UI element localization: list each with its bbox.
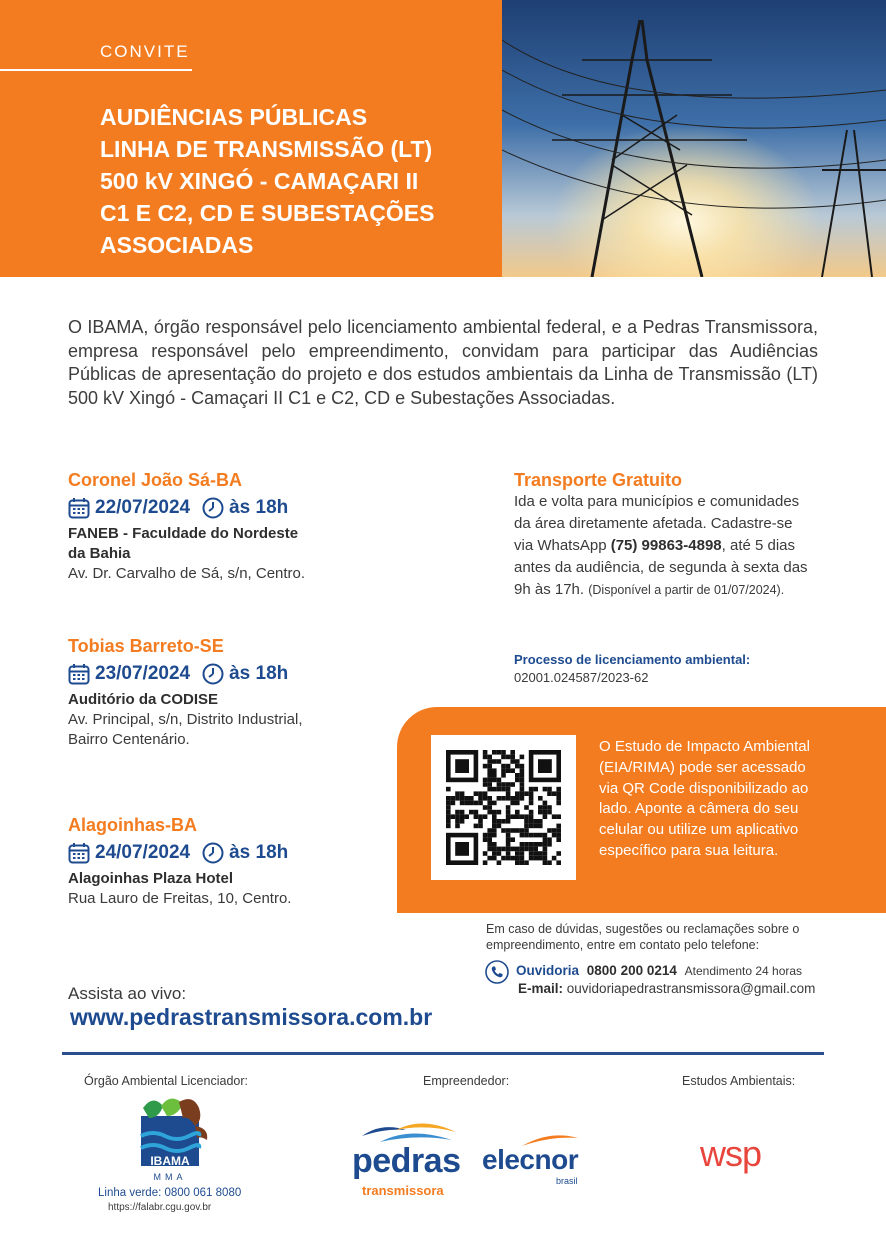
transport-text [514, 491, 814, 601]
divider [62, 1052, 824, 1055]
event-date: 22/07/2024 [95, 497, 191, 518]
qr-code-graphic [431, 735, 576, 880]
event-venue: FANEB - Faculdade do Nordeste [68, 525, 299, 542]
event-venue: Alagoinhas Plaza Hotel [68, 870, 234, 887]
kicker-underline [0, 69, 192, 71]
ibama-logo [133, 1096, 215, 1184]
clock-icon [202, 497, 224, 519]
transport-title: Transporte Gratuito [514, 470, 683, 490]
calendar-icon [68, 497, 90, 519]
pedras-logo-sub: transmissora [362, 1183, 444, 1198]
invite-kicker: CONVITE [100, 42, 190, 61]
clock-icon [202, 663, 224, 685]
title-line: C1 E C2, CD E SUBESTAÇÕES [100, 200, 435, 226]
ouvidoria-row [516, 963, 802, 978]
phone-icon [485, 960, 509, 984]
event-city: Tobias Barreto-SE [68, 636, 224, 656]
event-time: às 18h [229, 663, 289, 684]
event-address: Bairro Centenário. [68, 731, 190, 748]
event-address: Av. Principal, s/n, Distrito Industrial, [68, 711, 303, 728]
attendance-hours: Atendimento 24 horas [684, 964, 803, 978]
whatsapp-phone[interactable]: (75) 99863-4898 [610, 537, 722, 554]
event-datetime [68, 663, 368, 685]
event-date: 24/07/2024 [95, 842, 191, 863]
transmission-tower-photo [502, 0, 886, 277]
event-city: Alagoinhas-BA [68, 815, 198, 835]
ouvidoria-label: Ouvidoria [516, 963, 580, 978]
mma-logo-text: MMA [153, 1172, 187, 1182]
event-address: Rua Lauro de Freitas, 10, Centro. [68, 890, 292, 907]
event-date: 23/07/2024 [95, 663, 191, 684]
process-label: Processo de licenciamento ambiental: [514, 652, 751, 667]
transport-note: (Disponível a partir de 01/07/2024). [588, 583, 785, 597]
transport-text-after: , até 5 dias antes da audiência, de segunda à sexta das 9h às 17h. [514, 537, 808, 598]
ouvidoria-phone[interactable]: 0800 200 0214 [586, 963, 677, 978]
event-city: Coronel João Sá-BA [68, 470, 243, 490]
calendar-icon [68, 842, 90, 864]
live-url-link[interactable]: www.pedrastransmissora.com.br [70, 1004, 433, 1030]
studies-label: Estudos Ambientais: [682, 1074, 796, 1088]
calendar-icon [68, 663, 90, 685]
event-card [68, 815, 368, 909]
event-datetime [68, 842, 368, 864]
qr-instructions: O Estudo de Impacto Ambiental (EIA/RIMA) pode ser acessado via QR Code disponibilizado ao lado. Aponte a câmera do seu celular ou utilize um aplicativo específico para sua leitura. [599, 738, 810, 859]
transport-text-before: Ida e volta para municípios e comunidades da área diretamente afetada. Cadastre-se via WhatsApp [514, 493, 800, 554]
event-venue: da Bahia [68, 545, 131, 562]
pedras-logo: pedras [352, 1142, 461, 1180]
elecnor-logo-sub: brasil [556, 1176, 578, 1186]
clock-icon [202, 842, 224, 864]
event-time: às 18h [229, 497, 289, 518]
event-time: às 18h [229, 842, 289, 863]
live-label: Assista ao vivo: [68, 984, 187, 1003]
contact-text: Em caso de dúvidas, sugestões ou reclamações sobre o empreendimento, entre em contato pelo telefone: [486, 922, 800, 952]
event-address: Av. Dr. Carvalho de Sá, s/n, Centro. [68, 565, 306, 582]
event-card [68, 636, 368, 750]
qr-code[interactable] [431, 735, 576, 880]
email-row [518, 981, 815, 996]
event-venue: Auditório da CODISE [68, 691, 218, 708]
email-label: E-mail: [518, 981, 564, 996]
ibama-logo-text: IBAMA [150, 1154, 190, 1168]
title-line: LINHA DE TRANSMISSÃO (LT) [100, 136, 433, 162]
entrepreneur-label: Empreendedor: [423, 1074, 510, 1088]
ibama-hotline: Linha verde: 0800 061 8080 [98, 1187, 242, 1199]
email-address[interactable]: ouvidoriapedrastransmissora@gmail.com [566, 981, 816, 996]
event-card [68, 470, 368, 584]
title-line: ASSOCIADAS [100, 232, 254, 258]
licensing-label: Órgão Ambiental Licenciador: [84, 1074, 248, 1088]
title-line: AUDIÊNCIAS PÚBLICAS [100, 104, 368, 130]
wsp-logo [700, 1134, 788, 1180]
ibama-url[interactable]: https://falabr.cgu.gov.br [108, 1202, 212, 1213]
event-datetime [68, 497, 368, 519]
intro-paragraph: O IBAMA, órgão responsável pelo licenciamento ambiental federal, e a Pedras Transmissora, empresa responsável pelo empreendimento, convidam para participar das Audiências Públicas de apresentação do projeto e dos estudos ambientais da Linha de Transmissão (LT) 500 kV Xingó - Camaçari II C1 e C2, CD e Subestações Associadas. [68, 317, 818, 408]
wsp-logo-text: wsp [700, 1134, 762, 1174]
process-number: 02001.024587/2023-62 [514, 670, 649, 685]
elecnor-logo: elecnor [482, 1144, 579, 1175]
page-title [100, 101, 500, 261]
title-line: 500 kV XINGÓ - CAMAÇARI II [100, 168, 419, 194]
